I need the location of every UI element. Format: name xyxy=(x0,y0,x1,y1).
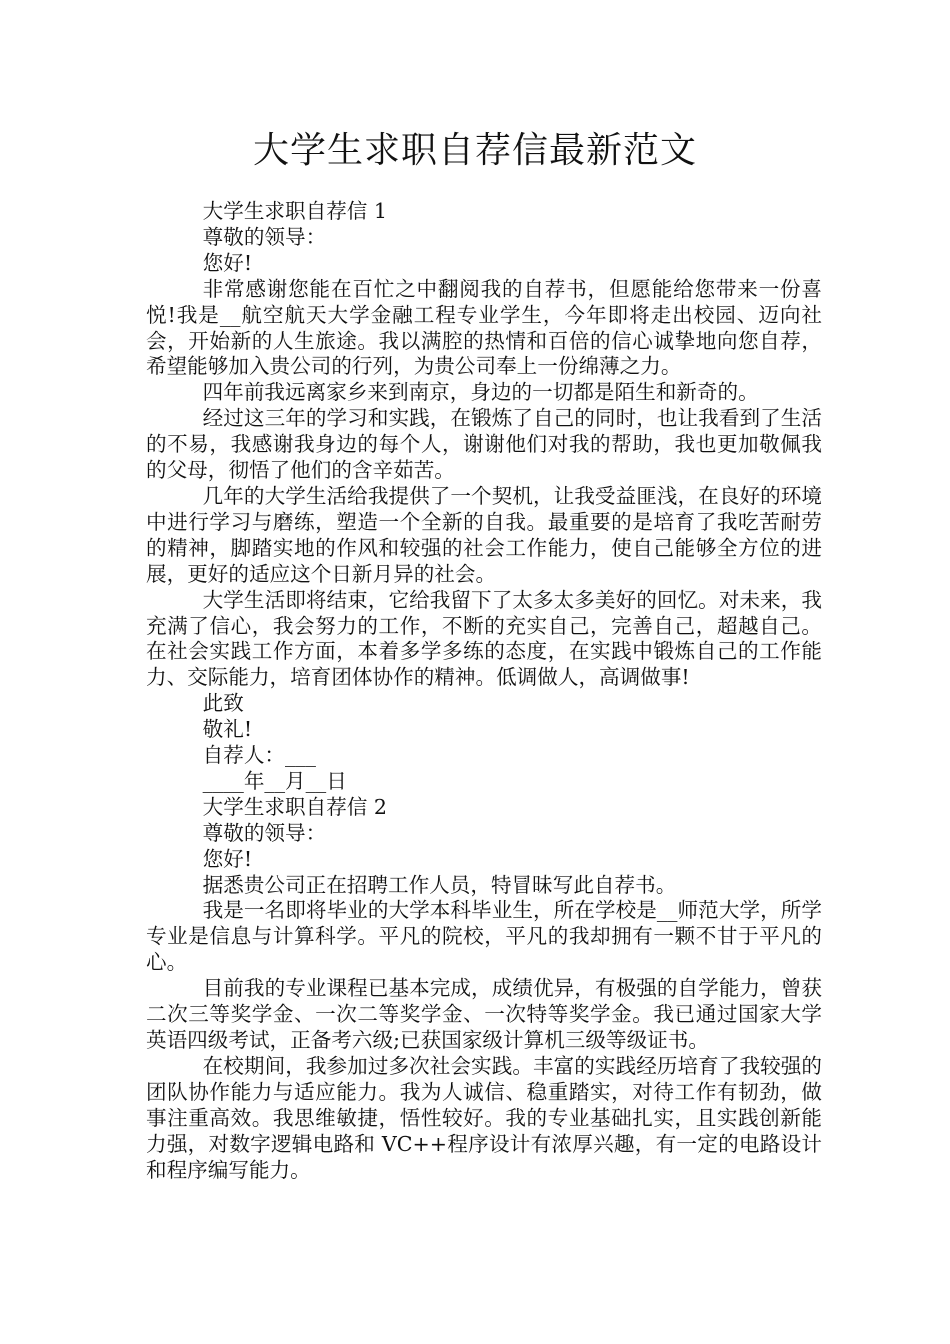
letter1-date: ____年__月__日 xyxy=(202,768,347,793)
letter1-paragraph: 几年的大学生活给我提供了一个契机，让我受益匪浅，在良好的环境中进行学习与磨练，塑造一个全新的自我。最重要的是培育了我吃苦耐劳的精神，脚踏实地的作风和较强的社会工作能力，使自己能够全方位的进展，更好的适应这个日新月异的社会。 xyxy=(146,483,822,586)
letter1-regards: 敬礼! xyxy=(202,717,253,742)
letter1-paragraph: 经过这三年的学习和实践，在锻炼了自己的同时，也让我看到了生活的不易，我感谢我身边的每个人，谢谢他们对我的帮助，我也更加敬佩我的父母，彻悟了他们的含辛茹苦。 xyxy=(146,406,822,483)
letter1-salutation: 尊敬的领导： xyxy=(202,224,327,249)
letter1-heading: 大学生求职自荐信 1 xyxy=(202,199,388,223)
letter2-paragraph: 我是一名即将毕业的大学本科毕业生，所在学校是__师范大学，所学专业是信息与计算科学。平凡的院校，平凡的我却拥有一颗不甘于平凡的心。 xyxy=(146,898,822,975)
letter1-paragraph: 非常感谢您能在百忙之中翻阅我的自荐书，但愿能给您带来一份喜悦!我是__航空航天大学金融工程专业学生，今年即将走出校园、迈向社会，开始新的人生旅途。我以满腔的热情和百倍的信心诚挚地向您自荐，希望能够加入贵公司的行列，为贵公司奉上一份绵薄之力。 xyxy=(146,276,822,379)
letter1-greeting: 您好! xyxy=(202,250,253,275)
letter2-paragraph: 据悉贵公司正在招聘工作人员，特冒昧写此自荐书。 xyxy=(202,872,677,897)
letter2-heading: 大学生求职自荐信 2 xyxy=(202,794,388,819)
page-title: 大学生求职自荐信最新范文 xyxy=(252,130,697,171)
letter1-signature: 自荐人：___ xyxy=(202,743,316,768)
letter2-paragraph: 在校期间，我参加过多次社会实践。丰富的实践经历培育了我较强的团队协作能力与适应能力。我为人诚信、稳重踏实，对待工作有韧劲，做事注重高效。我思维敏捷，悟性较好。我的专业基础扎实，且实践创新能力强，对数字逻辑电路和 VC++程序设计有浓厚兴趣，有一定的电路设计和程序编写能力。 xyxy=(146,1053,822,1182)
letter2-greeting: 您好! xyxy=(202,846,253,871)
letter1-paragraph: 四年前我远离家乡来到南京，身边的一切都是陌生和新奇的。 xyxy=(202,380,759,405)
letter1-closing: 此致 xyxy=(202,691,244,716)
letter2-salutation: 尊敬的领导： xyxy=(202,820,327,845)
document-body xyxy=(146,199,822,1183)
letter2-paragraph: 目前我的专业课程已基本完成，成绩优异，有极强的自学能力，曾获二次三等奖学金、一次二等奖学金、一次特等奖学金。我已通过国家大学英语四级考试，正备考六级;已获国家级计算机三级等级证书。 xyxy=(146,976,822,1052)
letter1-paragraph: 大学生活即将结束，它给我留下了太多太多美好的回忆。对未来，我充满了信心，我会努力的工作，不断的充实自己，完善自己，超越自己。在社会实践工作方面，本着多学多练的态度，在实践中锻炼自己的工作能力、交际能力，培育团体协作的精神。低调做人，高调做事! xyxy=(146,587,822,690)
